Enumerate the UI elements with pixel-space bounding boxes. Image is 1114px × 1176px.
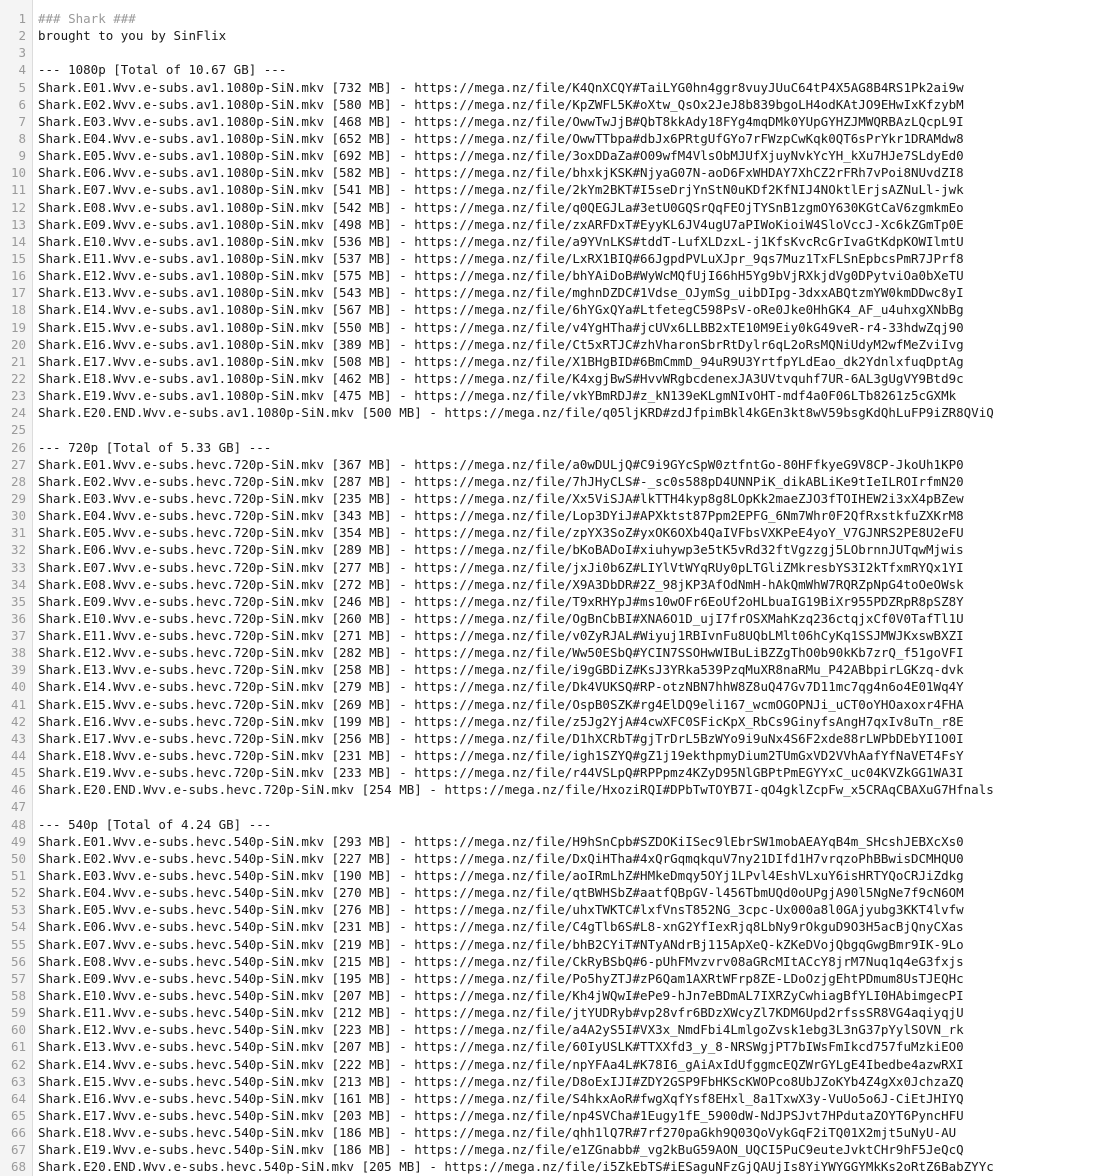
text-line[interactable]: Shark.E03.Wvv.e-subs.av1.1080p-SiN.mkv [468 MB] - https://mega.nz/file/OwwTwJjB#QbT8kkAdy18FYg4mqDMk0YUpGYHZJMWQRBAzLQcpL9I [38,113,964,129]
line-number: 40 [10,679,26,695]
line-number: 17 [10,285,26,301]
text-line[interactable]: Shark.E09.Wvv.e-subs.av1.1080p-SiN.mkv [498 MB] - https://mega.nz/file/zxARFDxT#EyyKL6JV4ugU7aPIWoKioiW4SloVccJ-Xc6kZGmTp0E [38,216,964,232]
line-number: 27 [10,456,26,472]
text-line[interactable]: Shark.E08.Wvv.e-subs.hevc.720p-SiN.mkv [272 MB] - https://mega.nz/file/X9A3DbDR#2Z_98jKP3AfOdNmH-hAkQmWhW7RQRZpNpG4toOeOWsk [38,576,964,592]
text-line[interactable]: Shark.E09.Wvv.e-subs.hevc.720p-SiN.mkv [246 MB] - https://mega.nz/file/T9xRHYpJ#ms10wOFr6EoUf2oHLbuaIG19BiXr955PDZRpR8pSZ8Y [38,593,964,609]
text-line[interactable]: Shark.E18.Wvv.e-subs.hevc.720p-SiN.mkv [231 MB] - https://mega.nz/file/igh1SZYQ#gZ1j19ekthpmyDium2TUmGxVD2VVhAafYfNaVET4FsY [38,748,964,764]
text-line[interactable]: Shark.E14.Wvv.e-subs.hevc.540p-SiN.mkv [222 MB] - https://mega.nz/file/npYFAa4L#K78I6_gAiAxIdUfggmcEQZWrGYLgE4Ibedbe4azwRXI [38,1056,964,1072]
line-number: 64 [10,1090,26,1106]
text-line[interactable]: Shark.E04.Wvv.e-subs.hevc.540p-SiN.mkv [270 MB] - https://mega.nz/file/qtBWHSbZ#aatfQBpGV-l456TbmUQd0oUPgjA90l5NgNe7f9cN6OM [38,885,964,901]
line-number: 8 [18,130,26,146]
line-number: 23 [10,388,26,404]
line-number: 45 [10,765,26,781]
text-line[interactable]: Shark.E01.Wvv.e-subs.hevc.720p-SiN.mkv [367 MB] - https://mega.nz/file/a0wDULjQ#C9i9GYcSpW0ztfntGo-80HFfkyeG9V8CP-JkoUh1KP0 [38,456,964,472]
line-number: 48 [10,816,26,832]
text-line[interactable]: Shark.E09.Wvv.e-subs.hevc.540p-SiN.mkv [195 MB] - https://mega.nz/file/Po5hyZTJ#zP6Qam1AXRtWFrp8ZE-LDoOzjgEhtPDmum8UsTJEQHc [38,970,964,986]
line-number: 24 [10,405,26,421]
text-line[interactable]: Shark.E19.Wvv.e-subs.hevc.720p-SiN.mkv [233 MB] - https://mega.nz/file/r44VSLpQ#RPPpmz4KZyD95NlGBPtPmEGYYxC_uc04KVZkGG1WA3I [38,765,964,781]
line-number: 30 [10,508,26,524]
text-line[interactable]: Shark.E14.Wvv.e-subs.av1.1080p-SiN.mkv [567 MB] - https://mega.nz/file/6hYGxQYa#LtfetegC598PsV-oRe0Jke0HhGK4_AF_u4uhxgXNbBg [38,302,964,318]
line-number: 61 [10,1039,26,1055]
text-line[interactable]: --- 720p [Total of 5.33 GB] --- [38,439,272,455]
text-line[interactable]: ### Shark ### [38,11,136,26]
line-number: 68 [10,1159,26,1175]
line-number: 41 [10,696,26,712]
line-number: 13 [10,216,26,232]
line-number: 1 [18,11,26,26]
text-line[interactable]: Shark.E05.Wvv.e-subs.hevc.720p-SiN.mkv [354 MB] - https://mega.nz/file/zpYX3SoZ#yxOK6OXb4QaIVFbsVXKPeE4yoY_V7GJNRS2PE8U2eFU [38,525,964,541]
text-line[interactable]: Shark.E18.Wvv.e-subs.av1.1080p-SiN.mkv [462 MB] - https://mega.nz/file/K4xgjBwS#HvvWRgbcdenexJA3UVtvquhf7UR-6AL3gUgVY9Btd9c [38,370,964,386]
text-line[interactable]: Shark.E07.Wvv.e-subs.hevc.540p-SiN.mkv [219 MB] - https://mega.nz/file/bhB2CYiT#NTyANdrBj115ApXeQ-kZKeDVojQbgqGwgBmr9IK-9Lo [38,936,964,952]
line-number: 5 [18,79,26,95]
line-number: 29 [10,490,26,506]
line-number: 3 [18,45,26,61]
text-line[interactable]: Shark.E07.Wvv.e-subs.hevc.720p-SiN.mkv [277 MB] - https://mega.nz/file/jxJi0b6Z#LIYlVtWYqRUy0pLTGliZMkresbYS3I2kTfxmRYQx1YI [38,559,964,575]
line-number: 51 [10,868,26,884]
line-number: 9 [18,148,26,164]
text-line[interactable]: Shark.E02.Wvv.e-subs.hevc.720p-SiN.mkv [287 MB] - https://mega.nz/file/7hJHyCLS#-_sc0s588pD4UNNPiK_dikABLiKe9tIeILROIrfmN20 [38,473,964,489]
text-line[interactable]: Shark.E11.Wvv.e-subs.av1.1080p-SiN.mkv [537 MB] - https://mega.nz/file/LxRX1BIQ#66JgpdPVLuXJpr_9qs7Muz1TxFLSnEpbcsPmR7JPrf8 [38,250,964,266]
text-line[interactable]: Shark.E10.Wvv.e-subs.hevc.540p-SiN.mkv [207 MB] - https://mega.nz/file/Kh4jWQwI#ePe9-hJn7eBDmAL7IXRZyCwhiagBfYLI0HAbimgecPI [38,988,964,1004]
text-line[interactable]: Shark.E06.Wvv.e-subs.hevc.540p-SiN.mkv [231 MB] - https://mega.nz/file/C4gTlb6S#L8-xnG2YfIexRjq8LbNy9rOkguD9O3H5acBjQnyCXas [38,919,964,935]
line-number: 35 [10,593,26,609]
line-number: 26 [10,439,26,455]
text-line[interactable]: Shark.E15.Wvv.e-subs.hevc.720p-SiN.mkv [269 MB] - https://mega.nz/file/OspB0SZK#rg4ElDQ9eli167_wcmOGOPNJi_uCT0oYHOaxoxr4FHA [38,696,964,712]
text-line[interactable]: Shark.E13.Wvv.e-subs.hevc.720p-SiN.mkv [258 MB] - https://mega.nz/file/i9gGBDiZ#KsJ3YRka539PzqMuXR8naRMu_P42ABbpirLGKzq-dvk [38,662,964,678]
line-number-gutter [0,0,33,1176]
text-line[interactable]: Shark.E11.Wvv.e-subs.hevc.540p-SiN.mkv [212 MB] - https://mega.nz/file/jtYUDRyb#vp28vfr6BDzXWcyZl7KDM6Upd2rfssSR8VG4aqiyqjU [38,1005,964,1021]
text-line[interactable]: Shark.E05.Wvv.e-subs.av1.1080p-SiN.mkv [692 MB] - https://mega.nz/file/3oxDDaZa#O09wfM4VlsObMJUfXjuyNvkYcYH_kXu7HJe7SLdyEd0 [38,148,964,164]
text-line[interactable] [38,44,1114,61]
line-number: 37 [10,628,26,644]
text-line[interactable]: Shark.E03.Wvv.e-subs.hevc.540p-SiN.mkv [190 MB] - https://mega.nz/file/aoIRmLhZ#HMkeDmqy5OYj1LPvl4EshVLxuY6isHRTYQoCRJiZdkg [38,868,964,884]
line-number: 65 [10,1108,26,1123]
line-number: 18 [10,302,26,318]
line-number: 28 [10,473,26,489]
line-number: 2 [18,28,26,44]
line-number: 25 [10,422,26,438]
text-line[interactable]: Shark.E19.Wvv.e-subs.av1.1080p-SiN.mkv [475 MB] - https://mega.nz/file/vkYBmRDJ#z_kN139eKLgmNIvOHT-mdf4a0F06LTb8261z5cGXMk [38,388,957,404]
line-number: 21 [10,353,26,369]
text-line[interactable]: Shark.E20.END.Wvv.e-subs.av1.1080p-SiN.mkv [500 MB] - https://mega.nz/file/q05ljKRD#zdJfpimBkl4kGEn3kt8wV59bsgKdQhLuFP9iZR8QViQ [38,405,994,421]
text-line[interactable]: Shark.E17.Wvv.e-subs.hevc.540p-SiN.mkv [203 MB] - https://mega.nz/file/np4SVCha#1Eugy1fE_5900dW-NdJPSJvt7HPdutaZOYT6PyncHFU [38,1108,964,1123]
text-line[interactable]: Shark.E07.Wvv.e-subs.av1.1080p-SiN.mkv [541 MB] - https://mega.nz/file/2kYm2BKT#I5seDrjYnStN0uKDf2KfNIJ4NOktlErjsAZNuLl-jwk [38,182,964,198]
text-line[interactable]: Shark.E04.Wvv.e-subs.hevc.720p-SiN.mkv [343 MB] - https://mega.nz/file/Lop3DYiJ#APXktst87Ppm2EPFG_6Nm7Whr0F2QfRxstkfuZXKrM8 [38,508,964,524]
line-number: 59 [10,1005,26,1021]
text-line[interactable]: Shark.E04.Wvv.e-subs.av1.1080p-SiN.mkv [652 MB] - https://mega.nz/file/OwwTTbpa#dbJx6PRtgUfGYo7rFWzpCwKqk0QT6sPrYkr1DRAMdw8 [38,130,964,146]
line-number: 4 [18,62,26,78]
text-line[interactable]: Shark.E13.Wvv.e-subs.hevc.540p-SiN.mkv [207 MB] - https://mega.nz/file/60IyUSLK#TTXXfd3_y_8-NRSWgjPT7bIWsFmIkcd757fuMzkiEO0 [38,1039,964,1055]
line-number: 34 [10,576,26,592]
line-number: 12 [10,199,26,215]
text-line[interactable]: Shark.E03.Wvv.e-subs.hevc.720p-SiN.mkv [235 MB] - https://mega.nz/file/Xx5ViSJA#lkTTH4kyp8g8LOpKk2maeZJO3fTOIHEW2i3xX4pBZew [38,490,964,506]
line-number: 55 [10,936,26,952]
text-line[interactable]: Shark.E12.Wvv.e-subs.av1.1080p-SiN.mkv [575 MB] - https://mega.nz/file/bhYAiDoB#WyWcMQfUjI66hH5Yg9bVjRXkjdVg0DPytviOa0bXeTU [38,268,964,284]
text-line[interactable] [38,421,1114,438]
line-number: 46 [10,782,26,798]
line-number: 56 [10,953,26,969]
line-number: 62 [10,1056,26,1072]
text-content-area[interactable] [33,0,1114,1176]
text-line[interactable]: Shark.E20.END.Wvv.e-subs.hevc.720p-SiN.mkv [254 MB] - https://mega.nz/file/HxoziRQI#DPbTwTOYB7I-qO4gklZcpFw_x5CRAqCBAXuG7Hfnals [38,782,994,798]
text-line[interactable]: Shark.E18.Wvv.e-subs.hevc.540p-SiN.mkv [186 MB] - https://mega.nz/file/qhh1lQ7R#7rf270paGkh9Q03QoVykGqF2iTQ01X2mjt5uNyU-AU [38,1125,957,1141]
line-number: 16 [10,268,26,284]
text-line[interactable]: Shark.E19.Wvv.e-subs.hevc.540p-SiN.mkv [186 MB] - https://mega.nz/file/e1ZGnabb#_vg2kBuG59AON_UQCI5PuC9euteJvktCHr9hF5JeQcQ [38,1142,964,1158]
text-line[interactable]: --- 1080p [Total of 10.67 GB] --- [38,62,287,78]
line-number: 52 [10,885,26,901]
text-line[interactable]: Shark.E15.Wvv.e-subs.av1.1080p-SiN.mkv [550 MB] - https://mega.nz/file/v4YgHTha#jcUVx6LLBB2xTE10M9Eiy0kG49veR-r4-33hdwZqj90 [38,319,964,335]
line-number: 22 [10,370,26,386]
text-line[interactable]: Shark.E06.Wvv.e-subs.av1.1080p-SiN.mkv [582 MB] - https://mega.nz/file/bhxkjKSK#NjyaG07N-aoD6FxWHDAY7XhCZ2rFRh7vPoi8NUvdZI8 [38,165,964,181]
line-number: 32 [10,542,26,558]
line-number: 44 [10,748,26,764]
line-number: 54 [10,919,26,935]
text-line[interactable]: Shark.E13.Wvv.e-subs.av1.1080p-SiN.mkv [543 MB] - https://mega.nz/file/mghnDZDC#1Vdse_OJymSg_uibDIpg-3dxxABQtzmYW0kmDDwc8yI [38,285,964,301]
text-line[interactable]: Shark.E12.Wvv.e-subs.hevc.540p-SiN.mkv [223 MB] - https://mega.nz/file/a4A2yS5I#VX3x_NmdFbi4LmlgoZvsk1ebg3L3nG37pYylSOVN_rk [38,1022,964,1038]
text-line[interactable]: Shark.E02.Wvv.e-subs.av1.1080p-SiN.mkv [580 MB] - https://mega.nz/file/KpZWFL5K#oXtw_QsOx2JeJ8b839bgoLH4odKAtJO9EHwIxKfzybM [38,96,964,112]
line-number: 63 [10,1073,26,1089]
text-line[interactable]: Shark.E12.Wvv.e-subs.hevc.720p-SiN.mkv [282 MB] - https://mega.nz/file/Ww50ESbQ#YCIN7SSOHwWIBuLiBZZgThO0b90kKb7zrQ_f51goVFI [38,645,964,661]
line-number: 11 [10,182,26,198]
text-line[interactable]: Shark.E08.Wvv.e-subs.hevc.540p-SiN.mkv [215 MB] - https://mega.nz/file/CkRyBSbQ#6-pUhFMvzvrv08aGRcMItACcY8jrM7Nuq1q4eG3fxjs [38,953,964,969]
line-number: 31 [10,525,26,541]
line-number: 53 [10,902,26,918]
line-number: 42 [10,713,26,729]
line-number: 43 [10,730,26,746]
text-line[interactable]: --- 540p [Total of 4.24 GB] --- [38,816,272,832]
line-number: 49 [10,833,26,849]
text-line[interactable]: Shark.E16.Wvv.e-subs.hevc.540p-SiN.mkv [161 MB] - https://mega.nz/file/S4hkxAoR#fwgXqfYsf8EHxl_8a1TxwX3y-VuUo5o6J-CiEtJHIYQ [38,1090,964,1106]
line-number: 33 [10,559,26,575]
line-number: 20 [10,336,26,352]
text-line[interactable]: Shark.E20.END.Wvv.e-subs.hevc.540p-SiN.mkv [205 MB] - https://mega.nz/file/i5ZkEbTS#iESaguNFzGjQAUjIs8YiYWYGGYMkKs2oRtZ6BabZYYc [38,1159,994,1175]
line-number: 50 [10,850,26,866]
line-number: 47 [10,799,26,815]
text-line[interactable]: Shark.E16.Wvv.e-subs.hevc.720p-SiN.mkv [199 MB] - https://mega.nz/file/z5Jg2YjA#4cwXFC0SFicKpX_RbCs9GinyfsAngH7qxIv8uTn_r8E [38,713,964,729]
line-number: 7 [18,113,26,129]
line-number: 36 [10,610,26,626]
text-line[interactable]: Shark.E10.Wvv.e-subs.av1.1080p-SiN.mkv [536 MB] - https://mega.nz/file/a9YVnLKS#tddT-LufXLDzxL-j1KfsKvcRcGrIvaGtKdpKOWIlmtU [38,233,964,249]
text-line[interactable]: Shark.E17.Wvv.e-subs.hevc.720p-SiN.mkv [256 MB] - https://mega.nz/file/D1hXCRbT#gjTrDrL5BzWYo9i9uNx4S6F2xde88rLWPbDEbYI1O0I [38,730,964,746]
text-line[interactable]: Shark.E01.Wvv.e-subs.hevc.540p-SiN.mkv [293 MB] - https://mega.nz/file/H9hSnCpb#SZDOKiISec9lEbrSW1mobAEAYqB4m_SHcshJEBXcXs0 [38,833,964,849]
line-number: 60 [10,1022,26,1038]
line-number: 15 [10,250,26,266]
text-line[interactable]: Shark.E14.Wvv.e-subs.hevc.720p-SiN.mkv [279 MB] - https://mega.nz/file/Dk4VUKSQ#RP-otzNBN7hhW8Z8uQ47Gv7D11mc7qg4n6o4E01Wq4Y [38,679,964,695]
line-number: 6 [18,96,26,112]
text-line[interactable]: brought to you by SinFlix [38,28,227,44]
text-line[interactable] [38,798,1114,815]
text-line[interactable]: Shark.E06.Wvv.e-subs.hevc.720p-SiN.mkv [289 MB] - https://mega.nz/file/bKoBADoI#xiuhywp3e5tK5vRd32ftVgzzgj5LObrnnJUTqwMjwis [38,542,964,558]
text-line[interactable]: Shark.E05.Wvv.e-subs.hevc.540p-SiN.mkv [276 MB] - https://mega.nz/file/uhxTWKTC#lxfVnsT852NG_3cpc-Ux000a8l0GAjyubg3KKT4lvfw [38,902,964,918]
line-number: 38 [10,645,26,661]
line-number: 58 [10,988,26,1004]
line-number: 10 [10,165,26,181]
text-line[interactable]: Shark.E10.Wvv.e-subs.hevc.720p-SiN.mkv [260 MB] - https://mega.nz/file/OgBnCbBI#XNA6O1D_ujI7frOSXMahKzq236ctqjxCf0V0TafTl1U [38,610,964,626]
line-number: 19 [10,319,26,335]
text-line[interactable]: Shark.E17.Wvv.e-subs.av1.1080p-SiN.mkv [508 MB] - https://mega.nz/file/X1BHgBID#6BmCmmD_94uR9U3YrtfpYLdEao_dk2YdnlxfuqDptAg [38,353,964,369]
text-line[interactable]: Shark.E01.Wvv.e-subs.av1.1080p-SiN.mkv [732 MB] - https://mega.nz/file/K4QnXCQY#TaiLYG0hn4ggr8vuyJUuC64tP4X5AG8B4RS1Pk2ai9w [38,79,964,95]
line-number: 39 [10,662,26,678]
text-line[interactable]: Shark.E08.Wvv.e-subs.av1.1080p-SiN.mkv [542 MB] - https://mega.nz/file/q0QEGJLa#3etU0GQSrQqFEOjTYSnB1zgmOY630KGtCaV6zgmkmEo [38,199,964,215]
line-number: 57 [10,970,26,986]
text-line[interactable]: Shark.E15.Wvv.e-subs.hevc.540p-SiN.mkv [213 MB] - https://mega.nz/file/D8oExIJI#ZDY2GSP9FbHKScKWOPco8UbJZoKYb4Z4gXx0JchzaZQ [38,1073,964,1089]
line-number: 66 [10,1125,26,1141]
text-line[interactable]: Shark.E02.Wvv.e-subs.hevc.540p-SiN.mkv [227 MB] - https://mega.nz/file/DxQiHTha#4xQrGqmqkquV7ny21DIfd1H7vrqzoPhBBwisDCMHQU0 [38,850,964,866]
line-number: 14 [10,233,26,249]
text-line[interactable]: Shark.E11.Wvv.e-subs.hevc.720p-SiN.mkv [271 MB] - https://mega.nz/file/v0ZyRJAL#Wiyuj1RBIvnFu8UQbLMlt06hCyKq1SSJMWJKxswBXZI [38,628,964,644]
text-line[interactable]: Shark.E16.Wvv.e-subs.av1.1080p-SiN.mkv [389 MB] - https://mega.nz/file/Ct5xRTJC#zhVharonSbrRtDylr6qL2oRsMQNiUdyM2wfMeZviIvg [38,336,964,352]
line-number: 67 [10,1142,26,1158]
